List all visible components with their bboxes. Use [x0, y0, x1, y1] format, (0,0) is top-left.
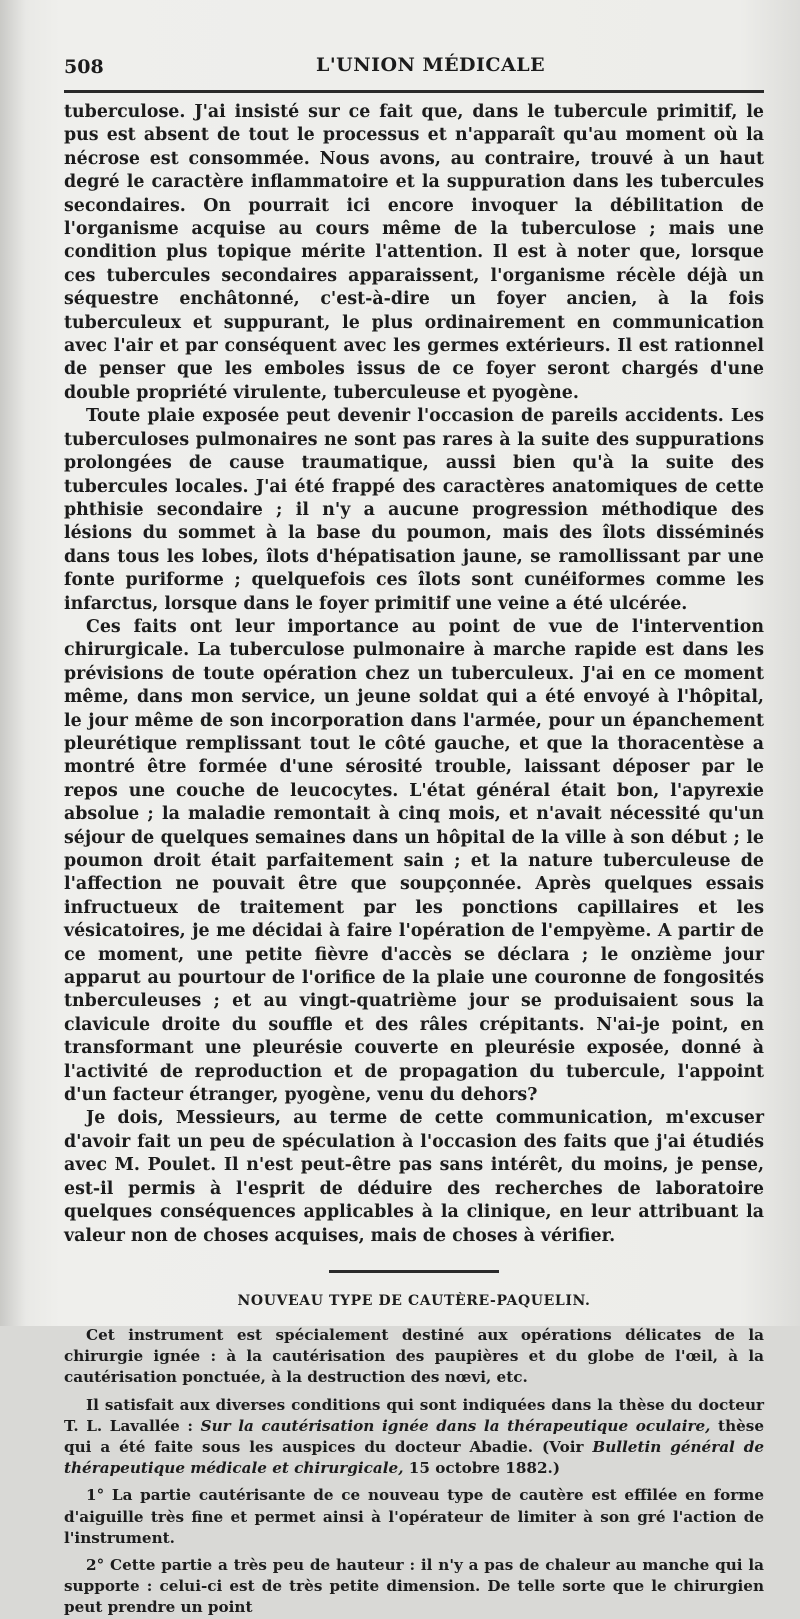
running-head: [64, 48, 764, 80]
section-heading: NOUVEAU TYPE DE CAUTÈRE-PAQUELIN.: [237, 1292, 591, 1309]
text-run: 15 octobre 1882.): [403, 1459, 561, 1478]
journal-reference: Bulletin général de thérapeutique médicale et chirurgicale,: [64, 1437, 764, 1478]
paragraph: 1° La partie cautérisante de ce nouveau type de cautère est effilée en forme d'aiguille très fine et permet ainsi à l'opérateur de limiter à son gré l'action de l'instrument.: [64, 1486, 764, 1547]
journal-title: L'UNION MÉDICALE: [316, 54, 546, 76]
page-number: 508: [64, 56, 104, 78]
paragraph: tuberculose. J'ai insisté sur ce fait que, dans le tubercule primitif, le pus est absent de tout le processus et n'apparaît qu'au moment où la nécrose est consommée. Nous avons, au contraire, trouvé à un haut degré le caractère inflammatoire et la suppuration dans les tubercules secondaires. On pourrait ici encore invoquer la débilitation de l'organisme acquise au cours même de la tuberculose ; mais une condition plus topique mérite l'attention. Il est à noter que, lorsque ces tubercules secondaires apparaissent, l'organisme récèle déjà un séquestre enchâtonné, c'est-à-dire un foyer ancien, à la fois tuberculeux et suppurant, le plus ordinairement en communication avec l'air et par conséquent avec les germes extérieurs. Il est rationnel de penser que les emboles issus de ce foyer seront chargés d'une double propriété virulente, tuberculeuse et pyogène.: [64, 102, 764, 403]
text-run: Il satisfait aux diverses conditions qui sont indiquées dans la thèse du docteur T. L. Lavallée :: [64, 1395, 764, 1435]
header-rule: [64, 90, 764, 93]
thesis-title: Sur la cautérisation ignée dans la thérapeutique oculaire,: [200, 1416, 711, 1435]
paragraph: Je dois, Messieurs, au terme de cette communication, m'excuser d'avoir fait un peu de spéculation à l'occasion des faits que j'ai étudiés avec M. Poulet. Il n'est peut-être pas sans intérêt, du moins, je pense, est-il permis à l'esprit de déduire des recherches de laboratoire quelques conséquences applicables à la clinique, en leur attribuant la valeur non de choses acquises, mais de choses à vérifier.: [64, 1108, 764, 1246]
paragraph: Toute plaie exposée peut devenir l'occasion de pareils accidents. Les tuberculoses pulmonaires ne sont pas rares à la suite des suppurations prolongées de cause traumatique, aussi bien qu'à la suite des tubercules locales. J'ai été frappé des caractères anatomiques de cette phthisie secondaire ; il n'y a aucune progression méthodique des lésions du sommet à la base du poumon, mais des îlots disséminés dans tous les lobes, îlots d'hépatisation jaune, se ramollissant par une fonte puriforme ; quelquefois ces îlots sont cunéiformes comme les infarctus, lorsque dans le foyer primitif une veine a été ulcérée.: [64, 406, 764, 614]
text-run: thèse qui a été faite sous les auspices du docteur Abadie. (Voir: [64, 1416, 764, 1456]
paragraph: Ces faits ont leur importance au point de vue de l'intervention chirurgicale. La tuberculose pulmonaire à marche rapide est dans les prévisions de toute opération chez un tuberculeux. J'ai en ce moment même, dans mon service, un jeune soldat qui a été envoyé à l'hôpital, le jour même de son incorporation dans l'armée, pour un épanchement pleurétique remplissant tout le côté gauche, et que la thoracentèse a montré être formée d'une sérosité trouble, laissant déposer par le repos une couche de leucocytes. L'état général était bon, l'apyrexie absolue ; la maladie remontait à cinq mois, et n'avait nécessité qu'un séjour de quelques semaines dans un hôpital de la ville à son début ; le poumon droit était parfaitement sain ; et la nature tuberculeuse de l'affection ne pouvait être que soupçonnée. Après quelques essais infructueux de traitement par les ponctions capillaires et les vésicatoires, je me décidai à faire l'opération de l'empyème. A partir de ce moment, une petite fièvre d'accès se déclara ; le onzième jour apparut au pourtour de l'orifice de la plaie une couronne de fongosités tnberculeuses ; et au vingt-quatrième jour se produisaient sous la clavicule droite du souffle et des râles crépitants. N'ai-je point, en transformant une pleurésie couverte en pleurésie exposée, donné à l'activité de reproduction et de propagation du tubercule, l'appoint d'un facteur étranger, pyogène, venu du dehors?: [64, 616, 764, 1106]
paragraph: [64, 1395, 764, 1480]
section-body: [64, 1325, 764, 1619]
article-body: [64, 101, 764, 1248]
paragraph: Cet instrument est spécialement destiné aux opérations délicates de la chirurgie ignée : à la cautérisation des paupières et du globe de l'œil, à la cautérisation ponctuée, à la destruction des nœvi, etc.: [64, 1325, 764, 1387]
paragraph: 2° Cette partie a très peu de hauteur : il n'y a pas de chaleur au manche qui la supporte : celui-ci est de très petite dimension. De telle sorte que le chirurgien peut prendre un point: [64, 1555, 764, 1617]
section-divider: [329, 1270, 499, 1273]
